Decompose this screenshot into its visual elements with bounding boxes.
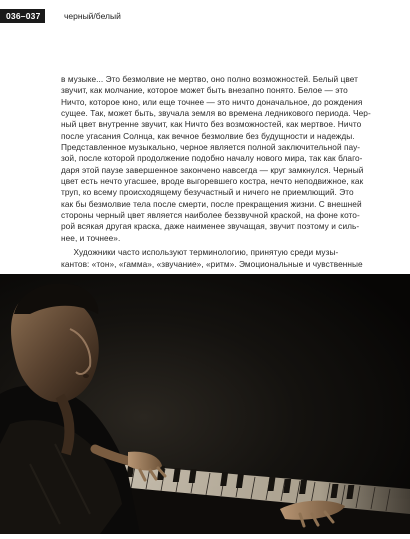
paragraph-1 (61, 74, 371, 244)
pianist-photo (0, 274, 410, 534)
text-line (61, 247, 365, 258)
text-line: сущее. Так, может быть, звучала земля во времена ледникового периода. Чер- (61, 108, 371, 119)
text-line: цвет есть нечто угасшее, вроде выгоревшего костра, нечто неподвижное, как (61, 176, 364, 187)
text-line: кантов: «тон», «гамма», «звучание», «ритм». Эмоциональные и чувственные (61, 258, 363, 269)
text-line: ный цвет внутренне звучит, как Ничто без возможностей, как мертвое. Ничто (61, 119, 362, 130)
body-text (61, 74, 371, 270)
text-line: как бы безмолвие тела после смерти, после прекращения жизни. С внешней (61, 198, 362, 209)
text-line: зой, после которой продолжение подобно началу нового мира, так как благо- (61, 153, 363, 164)
running-header (0, 9, 410, 23)
text-line: стороны черный цвет является наиболее беззвучной краской, на фоне кото- (61, 210, 360, 221)
text-line: труп, ко всему происходящему безучастный и ничего не приемлющий. Это (61, 187, 354, 198)
text-line: Ничто, которое юно, или еще точнее — это ничто доначальное, до рождения (61, 96, 363, 107)
text-line: в музыке... Это безмолвие не мертво, оно полно возможностей. Белый цвет (61, 74, 358, 84)
text-line: после угасания Солнца, как вечное безмолвие без будущности и надежды. (61, 130, 355, 141)
pianist-photo-graphic (0, 274, 410, 534)
text-line-content: Художники часто используют терминологию, принятую среди музы- (73, 247, 339, 258)
text-line: рой всякая другая краска, даже наименее звучащая, звучит поэтому и силь- (61, 221, 360, 232)
text-line: звучит, как молчание, которое может быть внезапно понято. Белое — это (61, 85, 348, 96)
section-label: черный/белый (64, 11, 121, 21)
page-number: 036–037 (0, 9, 45, 23)
text-line: Представленное музыкально, черное является полной заключительной пау- (61, 142, 361, 153)
paragraph-2 (61, 247, 365, 270)
text-line: даря этой паузе завершенное закончено навсегда — круг замкнулся. Черный (61, 164, 364, 175)
text-line: нее, и точнее». (61, 232, 121, 243)
